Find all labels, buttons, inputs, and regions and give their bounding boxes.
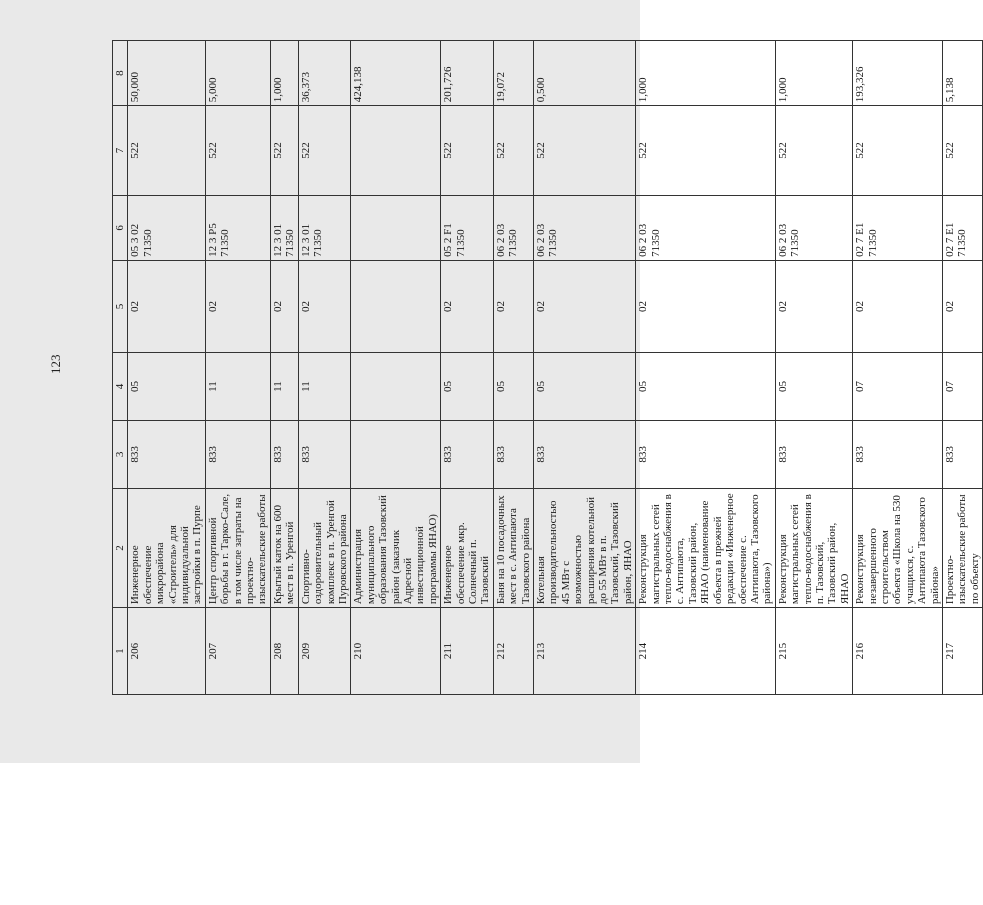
table-row [270, 41, 298, 695]
cell-c8: 5,138 [943, 41, 983, 106]
cell-c8: 0,500 [534, 41, 636, 106]
cell-name: Реконструкция магистральных сетей тепло-водоснабжения в п. Тазовский, Тазовский район, ЯНАО [775, 488, 852, 607]
cell-num: 207 [205, 608, 270, 695]
cell-c8: 193,326 [853, 41, 943, 106]
cell-name: Реконструкция незавершенного строительством объекта «Школа на 530 учащихся, с. Антипаюта Тазовского района» [853, 488, 943, 607]
table-row [351, 41, 441, 695]
cell-c6 [351, 195, 441, 260]
cell-c5: 02 [128, 260, 205, 352]
cell-c6: 12 3 01 71350 [270, 195, 298, 260]
table-row [128, 41, 205, 695]
cell-c6: 05 3 02 71350 [128, 195, 205, 260]
table-row [493, 41, 533, 695]
cell-c5: 02 [534, 260, 636, 352]
cell-name: Баня на 10 посадочных мест в с. Антипаюта Тазовского района [493, 488, 533, 607]
cell-c4: 11 [270, 353, 298, 421]
cell-c5: 02 [853, 260, 943, 352]
cell-c7: 522 [441, 106, 494, 196]
cell-c5: 02 [943, 260, 983, 352]
cell-c5: 02 [775, 260, 852, 352]
cell-c4: 11 [298, 353, 351, 421]
cell-num: 209 [298, 608, 351, 695]
cell-c3 [351, 420, 441, 488]
cell-c6: 02 7 E1 71350 [853, 195, 943, 260]
cell-c7: 522 [943, 106, 983, 196]
cell-c5: 02 [493, 260, 533, 352]
cell-num: 211 [441, 608, 494, 695]
cell-name: Котельная производительностью 45 МВт с возможностью расширения котельной до 55 МВт в п. Тазовский, Тазовский район, ЯНАО [534, 488, 636, 607]
cell-num: 214 [636, 608, 775, 695]
cell-c6: 05 2 F1 71350 [441, 195, 494, 260]
cell-num: 212 [493, 608, 533, 695]
cell-num: 206 [128, 608, 205, 695]
cell-c6: 06 2 03 71350 [493, 195, 533, 260]
cell-name: Инженерное обеспечение микрорайона «Строитель» для индивидуальной застройки в п. Пурпе [128, 488, 205, 607]
cell-c4: 11 [205, 353, 270, 421]
cell-name: Администрация муниципального образования Тазовский район (заказчик Адресной инвестиционной программы ЯНАО) [351, 488, 441, 607]
column-header: 1 [113, 608, 128, 695]
cell-c3: 833 [205, 420, 270, 488]
cell-c5: 02 [298, 260, 351, 352]
cell-c4: 05 [128, 353, 205, 421]
cell-c3: 833 [493, 420, 533, 488]
cell-c4: 07 [853, 353, 943, 421]
cell-c8: 1,000 [775, 41, 852, 106]
table-row [298, 41, 351, 695]
cell-c7: 522 [128, 106, 205, 196]
cell-num: 215 [775, 608, 852, 695]
cell-c3: 833 [943, 420, 983, 488]
column-header: 8 [113, 41, 128, 106]
cell-name: Спортивно-оздоровительный комплекс в п. Уренгой Пуровского района [298, 488, 351, 607]
cell-c4: 05 [636, 353, 775, 421]
cell-c6: 12 3 01 71350 [298, 195, 351, 260]
cell-c7: 522 [775, 106, 852, 196]
cell-num: 217 [943, 608, 983, 695]
cell-c3: 833 [534, 420, 636, 488]
column-header: 6 [113, 195, 128, 260]
column-header: 3 [113, 420, 128, 488]
cell-c4: 05 [775, 353, 852, 421]
column-header: 2 [113, 488, 128, 607]
table-row [775, 41, 852, 695]
cell-c3: 833 [270, 420, 298, 488]
cell-c7: 522 [298, 106, 351, 196]
cell-c6: 12 3 Р5 71350 [205, 195, 270, 260]
cell-c7: 522 [534, 106, 636, 196]
budget-table-rotated [112, 40, 981, 695]
cell-c3: 833 [853, 420, 943, 488]
cell-c8: 1,000 [270, 41, 298, 106]
cell-c4: 05 [534, 353, 636, 421]
cell-num: 208 [270, 608, 298, 695]
cell-c4 [351, 353, 441, 421]
cell-c7: 522 [853, 106, 943, 196]
cell-c6: 06 2 03 71350 [534, 195, 636, 260]
table-row [534, 41, 636, 695]
cell-name: Центр спортивной борьбы в г. Тарко-Сале, в том числе затраты на проектно-изыскательские работы [205, 488, 270, 607]
cell-name: Инженерное обеспечение мкр. Солнечный п. Тазовский [441, 488, 494, 607]
cell-c5 [351, 260, 441, 352]
cell-c8: 1,000 [636, 41, 775, 106]
cell-c8: 36,373 [298, 41, 351, 106]
header-row [113, 41, 128, 695]
cell-c3: 833 [441, 420, 494, 488]
budget-table [112, 40, 983, 695]
cell-c8: 201,726 [441, 41, 494, 106]
page-number: 123 [48, 354, 63, 374]
cell-c6: 06 2 03 71350 [636, 195, 775, 260]
cell-c3: 833 [128, 420, 205, 488]
cell-num: 213 [534, 608, 636, 695]
cell-c3: 833 [298, 420, 351, 488]
cell-c5: 02 [205, 260, 270, 352]
table-row [943, 41, 983, 695]
cell-c7: 522 [205, 106, 270, 196]
cell-c3: 833 [636, 420, 775, 488]
cell-name: Крытый каток на 600 мест в п. Уренгой [270, 488, 298, 607]
cell-c5: 02 [636, 260, 775, 352]
cell-c7: 522 [493, 106, 533, 196]
cell-c8: 5,000 [205, 41, 270, 106]
cell-c4: 05 [441, 353, 494, 421]
table-row [441, 41, 494, 695]
cell-c6: 06 2 03 71350 [775, 195, 852, 260]
table-row [636, 41, 775, 695]
cell-c8: 19,072 [493, 41, 533, 106]
cell-c7: 522 [636, 106, 775, 196]
column-header: 5 [113, 260, 128, 352]
cell-num: 210 [351, 608, 441, 695]
cell-c8: 50,000 [128, 41, 205, 106]
cell-c7 [351, 106, 441, 196]
table-row [853, 41, 943, 695]
cell-c4: 07 [943, 353, 983, 421]
column-header: 4 [113, 353, 128, 421]
cell-c6: 02 7 E1 71350 [943, 195, 983, 260]
column-header: 7 [113, 106, 128, 196]
cell-name: Реконструкция магистральных сетей тепло-водоснабжения в с. Антипаюта, Тазовский район, ЯНАО (наименование объекта в прежней редакции «Инженерное обеспечение с. Антипаюта, Тазовского района») [636, 488, 775, 607]
cell-c3: 833 [775, 420, 852, 488]
cell-name: Проектно-изыскательские работы по объекту [943, 488, 983, 607]
cell-c5: 02 [441, 260, 494, 352]
table-row [205, 41, 270, 695]
cell-c5: 02 [270, 260, 298, 352]
cell-num: 216 [853, 608, 943, 695]
cell-c8: 424,138 [351, 41, 441, 106]
cell-c4: 05 [493, 353, 533, 421]
cell-c7: 522 [270, 106, 298, 196]
